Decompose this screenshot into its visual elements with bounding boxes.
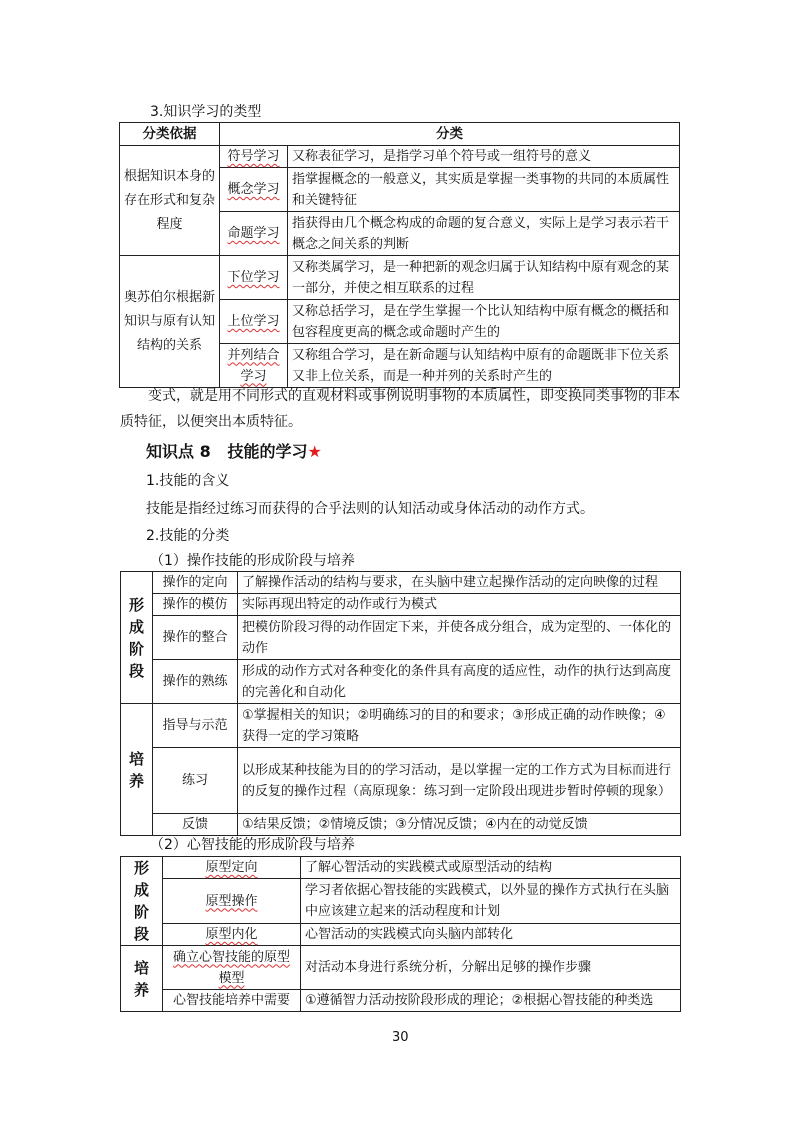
train-label: 培养 [121,946,163,1012]
stage-label: 形成阶段 [121,572,153,704]
subsection-title-mental: （2）心智技能的形成阶段与培养 [150,837,355,853]
stage-name: 操作的定向 [153,572,238,594]
stage-name: 原型定向 [163,857,301,879]
stage-desc: 形成的动作方式对各种变化的条件具有高度的适应性，动作的执行达到高度的完善化和自动化 [238,660,681,704]
knowledge-point-heading [146,439,322,462]
stage-name: 操作的模仿 [153,594,238,616]
kp-label: 知识点 8 [146,442,211,461]
train-desc: ①掌握相关的知识；②明确练习的目的和要求；③形成正确的动作映像；④获得一定的学习策略 [238,704,681,748]
stage-name: 操作的熟练 [153,660,238,704]
stage-label: 形成阶段 [121,857,163,946]
train-desc: 以形成某种技能为目的的学习活动，是以掌握一定的工作方式为目标而进行的反复的操作过程（高原现象：练习到一定阶段出现进步暂时停顿的现象） [238,748,681,814]
variation-paragraph: 变式，就是用不同形式的直观材料或事例说明事物的本质属性，即变换同类事物的非本质特征，以便突出本质特征。 [120,388,680,430]
type-desc: 又称组合学习，是在新命题与认知结构中原有的命题既非下位关系又非上位关系，而是一种并列的关系时产生的 [288,344,680,388]
header-type: 分类 [220,123,680,146]
section-title-classification: 2.技能的分类 [146,528,230,544]
stage-desc: 心智活动的实践模式向头脑内部转化 [301,923,681,945]
stage-desc: 了解操作活动的结构与要求，在头脑中建立起操作活动的定向映像的过程 [238,572,681,594]
type-name: 下位学习 [220,256,288,300]
star-icon: ★ [307,442,322,461]
basis-cell: 奥苏伯尔根据新知识与原有认知结构的关系 [120,256,220,388]
train-name: 确立心智技能的原型模型 [163,946,301,990]
train-name: 指导与示范 [153,704,238,748]
train-name: 反馈 [153,814,238,836]
operational-skills-table [120,571,681,836]
stage-desc: 学习者依据心智技能的实践模式，以外显的操作方式执行在头脑中应该建立起来的活动程度和计划 [301,879,681,924]
train-label: 培养 [121,704,153,836]
section-title-knowledge-types: 3.知识学习的类型 [150,104,262,120]
kp-title: 技能的学习 [227,442,308,461]
stage-desc: 把模仿阶段习得的动作固定下来，并使各成分组合，成为定型的、一体化的动作 [238,616,681,660]
type-desc: 指获得由几个概念构成的命题的复合意义，实际上是学习表示若干概念之间关系的判断 [288,212,680,256]
type-name: 概念学习 [220,168,288,212]
header-basis: 分类依据 [120,123,220,146]
train-desc: ①遵循智力活动按阶段形成的理论；②根据心智技能的种类选 [301,990,681,1012]
subsection-title-operational: （1）操作技能的形成阶段与培养 [150,553,355,569]
stage-desc: 了解心智活动的实践模式或原型活动的结构 [301,857,681,879]
stage-desc: 实际再现出特定的动作或行为模式 [238,594,681,616]
type-name: 上位学习 [220,300,288,344]
type-desc: 指掌握概念的一般意义，其实质是掌握一类事物的共同的本质属性和关键特征 [288,168,680,212]
stage-name: 原型内化 [163,923,301,945]
train-name: 练习 [153,748,238,814]
knowledge-types-table [119,122,680,388]
type-name: 命题学习 [220,212,288,256]
stage-name: 原型操作 [163,879,301,924]
type-name: 并列结合学习 [220,344,288,388]
train-name: 心智技能培养中需要 [163,990,301,1012]
section-title-meaning: 1.技能的含义 [146,473,230,489]
stage-name: 操作的整合 [153,616,238,660]
meaning-paragraph: 技能是指经过练习而获得的合乎法则的认知活动或身体活动的动作方式。 [146,501,594,517]
train-desc: 对活动本身进行系统分析，分解出足够的操作步骤 [301,946,681,990]
basis-cell: 根据知识本身的存在形式和复杂程度 [120,146,220,256]
page-number: 30 [392,1030,409,1045]
type-name: 符号学习 [220,146,288,168]
type-desc: 又称类属学习，是一种把新的观念归属于认知结构中原有观念的某一部分，并使之相互联系的过程 [288,256,680,300]
type-desc: 又称总括学习，是在学生掌握一个比认知结构中原有概念的概括和包容程度更高的概念或命题时产生的 [288,300,680,344]
train-desc: ①结果反馈；②情境反馈；③分情况反馈；④内在的动觉反馈 [238,814,681,836]
mental-skills-table [120,856,681,1012]
type-desc: 又称表征学习，是指学习单个符号或一组符号的意义 [288,146,680,168]
